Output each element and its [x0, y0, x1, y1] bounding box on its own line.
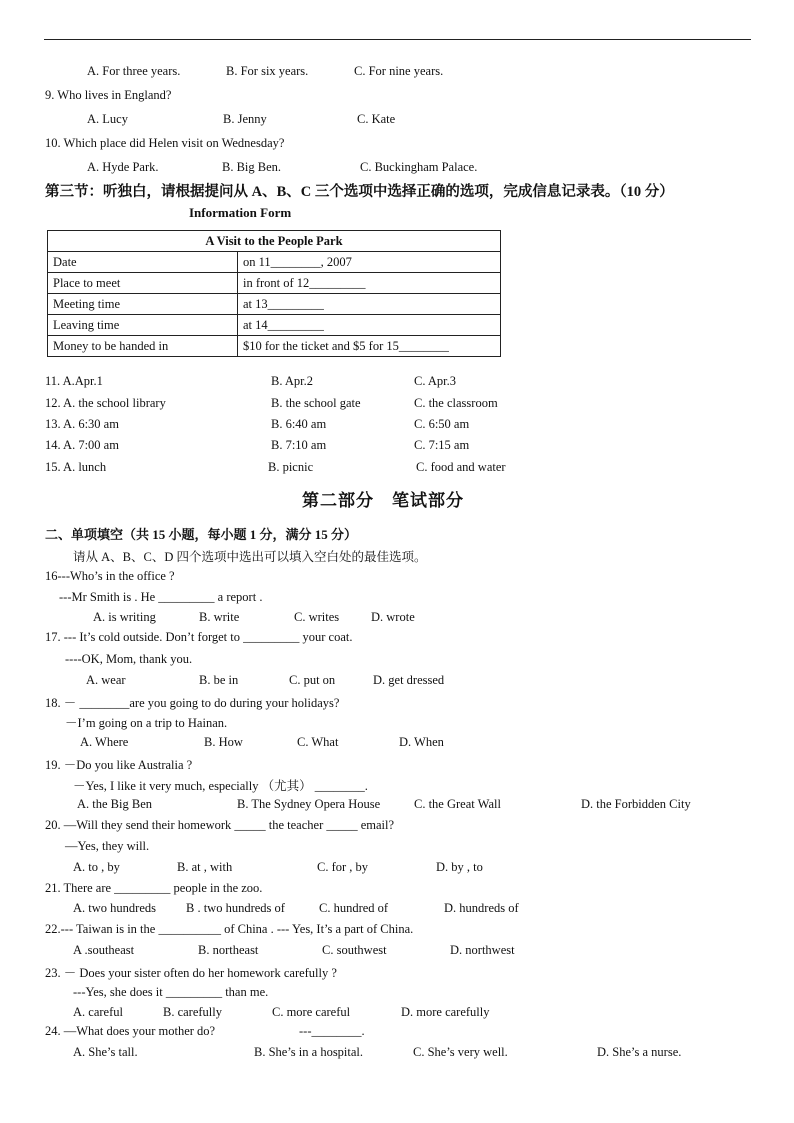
q18-option-c: C. What: [297, 735, 339, 749]
q23-line2: ---Yes, she does it _________ than me.: [73, 985, 269, 999]
q23-option-d: D. more carefully: [401, 1005, 490, 1019]
form-label: Leaving time: [48, 315, 238, 336]
q18-option-d: D. When: [399, 735, 444, 749]
section2-title: 二、单项填空（共 15 小题，每小题 1 分，满分 15 分）: [45, 527, 358, 542]
q20-option-b: B. at , with: [177, 860, 233, 874]
q24-option-b: B. She’s in a hospital.: [254, 1045, 364, 1059]
q20-option-c: C. for , by: [317, 860, 369, 874]
q18-option-b: B. How: [204, 735, 243, 749]
form-title: Information Form: [189, 205, 292, 220]
q16-line2: ---Mr Smith is . He _________ a report .: [59, 590, 263, 604]
form-row-money: [48, 336, 501, 357]
q16-line1: 16---Who’s in the office ?: [45, 569, 175, 583]
q17-line2: ----OK, Mom, thank you.: [65, 652, 193, 666]
item12-option-c: C. the classroom: [414, 396, 498, 410]
q21-line1: 21. There are _________ people in the zoo.: [45, 881, 263, 895]
section3-title: 第三节：听独白，请根据提问从 A、B、C 三个选项中选择正确的选项，完成信息记录表。（10 分）: [45, 184, 674, 200]
header-rule: [44, 39, 751, 40]
form-row-date: [48, 252, 501, 273]
q24-option-a: A. She’s tall.: [73, 1045, 138, 1059]
form-heading: A Visit to the People Park: [48, 231, 501, 252]
item12-option-a: 12. A. the school library: [45, 396, 166, 410]
q19-option-d: D. the Forbidden City: [581, 797, 691, 811]
q18-option-a: A. Where: [80, 735, 129, 749]
q22-option-a: A .southeast: [73, 943, 135, 957]
q20-line1: 20. —Will they send their homework _____ the teacher _____ email?: [45, 818, 395, 832]
q8-option-b: B. For six years.: [226, 64, 309, 78]
form-label: Money to be handed in: [48, 336, 238, 357]
q19-option-c: C. the Great Wall: [414, 797, 501, 811]
item15-option-b: B. picnic: [268, 460, 314, 474]
q10-stem: 10. Which place did Helen visit on Wednesday?: [45, 136, 285, 150]
q17-option-d: D. get dressed: [373, 673, 445, 687]
q23-option-a: A. careful: [73, 1005, 123, 1019]
item15-option-a: 15. A. lunch: [45, 460, 107, 474]
form-label: Meeting time: [48, 294, 238, 315]
q10-option-b: B. Big Ben.: [222, 160, 282, 174]
q22-option-b: B. northeast: [198, 943, 259, 957]
q24-answer-blank: ---________.: [299, 1024, 365, 1038]
q24-line1: 24. —What does your mother do?: [45, 1024, 216, 1038]
q22-option-d: D. northwest: [450, 943, 515, 957]
item12-option-b: B. the school gate: [271, 396, 361, 410]
q9-option-c: C. Kate: [357, 112, 396, 126]
form-value: on 11________, 2007: [238, 252, 501, 273]
q19-line2: －Yes, I like it very much, especially （尤其） ________.: [73, 779, 368, 793]
part2-title: 第二部分 笔试部分: [302, 491, 464, 510]
item14-option-c: C. 7:15 am: [414, 438, 470, 452]
q19-line1: 19. －Do you like Australia ?: [45, 758, 193, 772]
form-row-meeting-time: [48, 294, 501, 315]
q20-option-d: D. by , to: [436, 860, 483, 874]
form-value: in front of 12_________: [238, 273, 501, 294]
item11-option-a: 11. A.Apr.1: [45, 374, 103, 388]
q17-option-b: B. be in: [199, 673, 239, 687]
section2-instruction: 请从 A、B、C、D 四个选项中选出可以填入空白处的最佳选项。: [73, 550, 427, 564]
form-value: at 14_________: [238, 315, 501, 336]
item14-option-b: B. 7:10 am: [271, 438, 327, 452]
q10-option-c: C. Buckingham Palace.: [360, 160, 478, 174]
q22-option-c: C. southwest: [322, 943, 387, 957]
q21-option-a: A. two hundreds: [73, 901, 156, 915]
q20-option-a: A. to , by: [73, 860, 120, 874]
q24-option-d: D. She’s a nurse.: [597, 1045, 682, 1059]
q23-line1: 23. － Does your sister often do her homework carefully ?: [45, 966, 337, 980]
q24-option-c: C. She’s very well.: [413, 1045, 508, 1059]
q16-option-c: C. writes: [294, 610, 340, 624]
q16-option-d: D. wrote: [371, 610, 415, 624]
q23-option-b: B. carefully: [163, 1005, 223, 1019]
information-form-table: [47, 230, 501, 357]
item13-option-a: 13. A. 6:30 am: [45, 417, 119, 431]
form-label: Date: [48, 252, 238, 273]
q18-line2: －I’m going on a trip to Hainan.: [65, 716, 228, 730]
q20-line2: —Yes, they will.: [65, 839, 150, 853]
q9-option-b: B. Jenny: [223, 112, 267, 126]
q23-option-c: C. more careful: [272, 1005, 351, 1019]
q17-option-a: A. wear: [86, 673, 126, 687]
form-value: $10 for the ticket and $5 for 15________: [238, 336, 501, 357]
q9-option-a: A. Lucy: [87, 112, 128, 126]
item14-option-a: 14. A. 7:00 am: [45, 438, 119, 452]
item11-option-b: B. Apr.2: [271, 374, 314, 388]
q22-line1: 22.--- Taiwan is in the __________ of China . --- Yes, It’s a part of China.: [45, 922, 414, 936]
q17-option-c: C. put on: [289, 673, 336, 687]
form-heading-row: [48, 231, 501, 252]
q21-option-d: D. hundreds of: [444, 901, 519, 915]
form-label: Place to meet: [48, 273, 238, 294]
form-row-place: [48, 273, 501, 294]
q8-option-c: C. For nine years.: [354, 64, 444, 78]
item11-option-c: C. Apr.3: [414, 374, 457, 388]
q16-option-b: B. write: [199, 610, 240, 624]
q8-option-a: A. For three years.: [87, 64, 181, 78]
q16-option-a: A. is writing: [93, 610, 156, 624]
q19-option-a: A. the Big Ben: [77, 797, 152, 811]
item15-option-c: C. food and water: [416, 460, 506, 474]
q18-line1: 18. － ________are you going to do during your holidays?: [45, 696, 340, 710]
q19-option-b: B. The Sydney Opera House: [237, 797, 381, 811]
q17-line1: 17. --- It’s cold outside. Don’t forget to _________ your coat.: [45, 630, 353, 644]
item13-option-b: B. 6:40 am: [271, 417, 327, 431]
form-row-leaving-time: [48, 315, 501, 336]
q9-stem: 9. Who lives in England?: [45, 88, 172, 102]
q21-option-b: B . two hundreds of: [186, 901, 285, 915]
q10-option-a: A. Hyde Park.: [87, 160, 159, 174]
form-value: at 13_________: [238, 294, 501, 315]
q21-option-c: C. hundred of: [319, 901, 389, 915]
item13-option-c: C. 6:50 am: [414, 417, 470, 431]
